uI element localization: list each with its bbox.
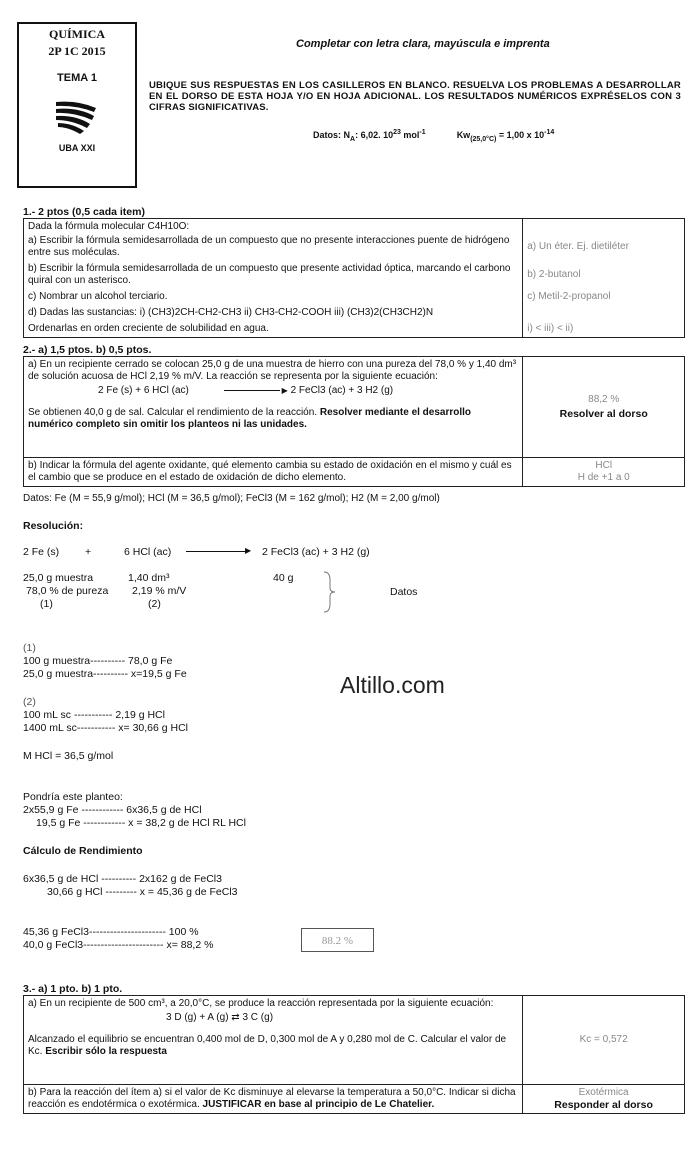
q3b-text: b) Para la reacción del ítem a) si el valor de Kc disminuye al elevarse la temperatura a 50,0°C. Indicar si dicha reacción es endotérmica o exotérmica. JUSTIFICAR en base al principio de Le Chatelier. [24, 1085, 523, 1114]
q2b-answer1: HCl [595, 460, 613, 471]
uba-logo-icon [52, 98, 102, 136]
res-plan-line1: 2x55,9 g Fe ------------ 6x36,5 g de HCl [23, 804, 202, 816]
res-eq-plus: + [85, 546, 92, 558]
res-rend-line2: 30,66 g HCl --------- x = 45,36 g de FeCl3 [47, 886, 238, 898]
q2a-text2: Se obtienen 40,0 g de sal. Calcular el rendimiento de la reacción. Resolver mediante el desarrollo numérico completo sin omitir los planteos ni las unidades. [28, 407, 472, 430]
res-plan-heading: Pondría este planteo: [23, 791, 123, 803]
res-final-line2: 40,0 g FeCl3----------------------- x= 88,2 % [23, 939, 214, 951]
table-row: d) Dadas las sustancias: i) (CH3)2CH-CH2-CH3 ii) CH3-CH2-COOH iii) (CH3)2(CH3CH2)N [24, 305, 685, 321]
table-row [24, 1085, 685, 1114]
res-data-mass: 40 g [273, 572, 294, 584]
q3-table [23, 995, 685, 1114]
q2a-answer: 88,2 % [588, 394, 620, 405]
table-row: Ordenarlas en orden creciente de solubilidad en agua. i) < iii) < ii) [24, 321, 685, 338]
res-p2-line1: 100 mL sc ----------- 2,19 g HCl [23, 709, 165, 721]
res-p2-ref: (2) [23, 696, 36, 708]
table-row [24, 357, 685, 458]
q3a-equation: 3 D (g) + A (g) ⇄ 3 C (g) [166, 1012, 274, 1023]
header-box [17, 22, 137, 188]
q2-heading: 2.- a) 1,5 ptos. b) 0,5 ptos. [23, 344, 152, 356]
res-ref-1: (1) [40, 598, 53, 610]
q3a-text: a) En un recipiente de 500 cm³, a 20,0°C, se produce la reacción representada por la siguiente ecuación: [28, 998, 494, 1009]
res-m-hcl: M HCl = 36,5 g/mol [23, 750, 114, 762]
instructions: UBIQUE SUS RESPUESTAS EN LOS CASILLEROS EN BLANCO. RESUELVA LOS PROBLEMAS A DESARROLLAR EN EL DORSO DE ESTA HOJA Y/O EN HOJA ADICIONAL. LOS RESULTADOS NUMÉRICOS EXPRÉSELOS CON 3 CIFRAS SIGNIFICATIVAS. [149, 80, 681, 113]
res-rend-heading: Cálculo de Rendimiento [23, 845, 143, 857]
res-p1-line1: 100 g muestra---------- 78,0 g Fe [23, 655, 173, 667]
res-final-answer-box: 88.2 % [301, 928, 374, 952]
res-data-muestra: 25,0 g muestra [23, 572, 94, 584]
res-rend-line1: 6x36,5 g de HCl ---------- 2x162 g de FeCl3 [23, 873, 222, 885]
res-eq-products: 2 FeCl3 (ac) + 3 H2 (g) [262, 546, 370, 558]
table-row: Dada la fórmula molecular C4H10O: [24, 219, 685, 234]
watermark: Altillo.com [340, 672, 445, 698]
q2b-answer2: H de +1 a 0 [577, 472, 630, 483]
table-row: c) Nombrar un alcohol terciario. c) Metil-2-propanol [24, 289, 685, 305]
res-p2-line2: 1400 mL sc----------- x= 30,66 g HCl [23, 722, 189, 734]
q3b-answer1: Exotérmica [578, 1087, 629, 1098]
res-plan-line2: 19,5 g Fe ------------ x = 38,2 g de HCl RL HCl [36, 817, 246, 829]
q2a-answer-note: Resolver al dorso [559, 408, 648, 420]
res-data-pureza: 78,0 % de pureza [26, 585, 109, 597]
resolution-heading: Resolución: [23, 520, 84, 532]
q1-table [23, 218, 685, 338]
res-p1-ref: (1) [23, 642, 36, 654]
tema-label: TEMA 1 [57, 72, 97, 84]
table-row: b) Escribir la fórmula semidesarrollada de un compuesto que presente actividad óptica, marcando el carbono quiral con un asterisco. b) 2-butanol [24, 261, 685, 289]
res-p1-line2: 25,0 g muestra---------- x=19,5 g Fe [23, 668, 187, 680]
table-row [24, 996, 685, 1085]
q2a-text: a) En un recipiente cerrado se colocan 25,0 g de una muestra de hierro con una pureza del 78,0 % y 1,40 dm³ de solución acuosa de HCl 2,19 % m/V. La reacción se representa por la siguiente ecuación: [28, 359, 517, 382]
page-title: Completar con letra clara, mayúscula e imprenta [296, 38, 550, 50]
res-arrow-line [186, 551, 248, 552]
q2-table [23, 356, 685, 487]
table-row: a) Escribir la fórmula semidesarrollada de un compuesto que no presente interacciones puente de hidrógeno entre sus moléculas. a) Un éter. Ej. dietiléter [24, 233, 685, 261]
q1-heading: 1.- 2 ptos (0,5 cada item) [23, 206, 145, 218]
table-row [24, 458, 685, 487]
q2-datos: Datos: Fe (M = 55,9 g/mol); HCl (M = 36,5 g/mol); FeCl3 (M = 162 g/mol); H2 (M = 2,00 g/mol) [23, 493, 440, 504]
res-final-line1: 45,36 g FeCl3---------------------- 100 % [23, 926, 199, 938]
q3b-answer2: Responder al dorso [554, 1099, 653, 1111]
q2a-equation: 2 Fe (s) + 6 HCl (ac) ▶ 2 FeCl3 (ac) + 3 H2 (g) [98, 385, 394, 396]
q3a-answer: Kc = 0,572 [523, 996, 685, 1085]
res-eq-fe: 2 Fe (s) [23, 546, 60, 558]
q2b-text: b) Indicar la fórmula del agente oxidante, qué elemento cambia su estado de oxidación en el mismo y cuál es el cambio que se produce en el estado de oxidación de dicho elemento. [24, 458, 523, 487]
logo-text: UBA XXI [58, 143, 96, 153]
res-datos-label: Datos [390, 586, 418, 598]
subject-label: QUÍMICA [49, 27, 105, 41]
res-data-conc: 2,19 % m/V [132, 585, 187, 597]
res-arrow-head-icon: ▶ [245, 546, 252, 555]
res-data-volume: 1,40 dm³ [128, 572, 170, 584]
q3a-text2: Alcanzado el equilibrio se encuentran 0,400 mol de D, 0,300 mol de A y 0,280 mol de C. Calcular el valor de Kc. Escribir sólo la respuesta [28, 1034, 507, 1057]
exam-label: 2P 1C 2015 [48, 44, 106, 58]
header-datos: Datos: $N_A$: 6,02. $10^{23}$ mol$^{-1}$ $Kw_{(25,0^\circ C)} = 1,00$ x $10^{-14}$ [313, 129, 555, 143]
q3-heading: 3.- a) 1 pto. b) 1 pto. [23, 983, 123, 995]
res-eq-hcl: 6 HCl (ac) [124, 546, 172, 558]
brace-icon [322, 570, 338, 614]
res-ref-2: (2) [148, 598, 161, 610]
